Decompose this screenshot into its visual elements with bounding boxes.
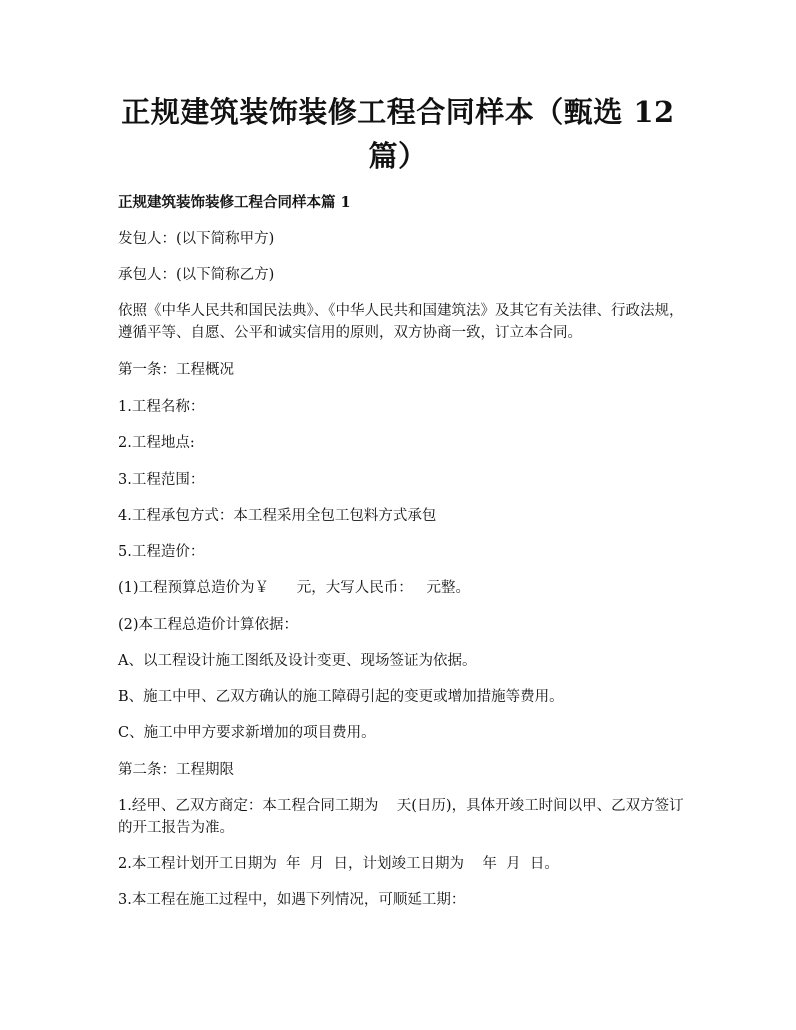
title-line-1: 正规建筑装饰装修工程合同样本（甄选 12 (121, 95, 675, 129)
article-2-heading: 第二条：工程期限 (118, 762, 234, 778)
paragraph-legal-basis: 依照《中华人民共和国民法典》、《中华人民共和国建筑法》及其它有关法律、行政法规，遵循平等、自愿、公平和诚实信用的原则，双方协商一致，订立本合同。 (118, 303, 684, 341)
item-schedule: 2.本工程计划开工日期为 年 月 日，计划竣工日期为 年 月 日。 (118, 856, 559, 872)
item-budget-total: (1)工程预算总造价为￥ 元，大写人民币： 元整。 (118, 580, 471, 596)
section-heading: 正规建筑装饰装修工程合同样本篇 1 (118, 194, 351, 211)
item-contract-method: 4.工程承包方式：本工程采用全包工包料方式承包 (118, 508, 437, 524)
item-extension: 3.本工程在施工过程中，如遇下列情况，可顺延工期： (118, 892, 466, 908)
item-project-location: 2.工程地点: (118, 435, 195, 451)
item-duration: 1.经甲、乙双方商定：本工程合同工期为 天(日历)，具体开竣工时间以甲、乙双方签订的开工报告为准。 (118, 798, 684, 836)
article-1-heading: 第一条：工程概况 (118, 362, 234, 378)
item-project-name: 1.工程名称： (118, 399, 205, 415)
document-title (100, 90, 696, 178)
item-cost-basis: (2)本工程总造价计算依据： (118, 617, 299, 633)
paragraph-issuer: 发包人：(以下简称甲方) (118, 231, 275, 247)
paragraph-contractor: 承包人：(以下简称乙方) (118, 267, 275, 283)
item-basis-c: C、施工中甲方要求新增加的项目费用。 (118, 725, 376, 741)
item-basis-a: A、以工程设计施工图纸及设计变更、现场签证为依据。 (118, 653, 477, 669)
item-project-cost: 5.工程造价： (118, 544, 205, 560)
item-basis-b: B、施工中甲、乙双方确认的施工障碍引起的变更或增加措施等费用。 (118, 689, 564, 705)
title-line-2: 篇） (368, 139, 428, 173)
item-project-scope: 3.工程范围： (118, 472, 205, 488)
